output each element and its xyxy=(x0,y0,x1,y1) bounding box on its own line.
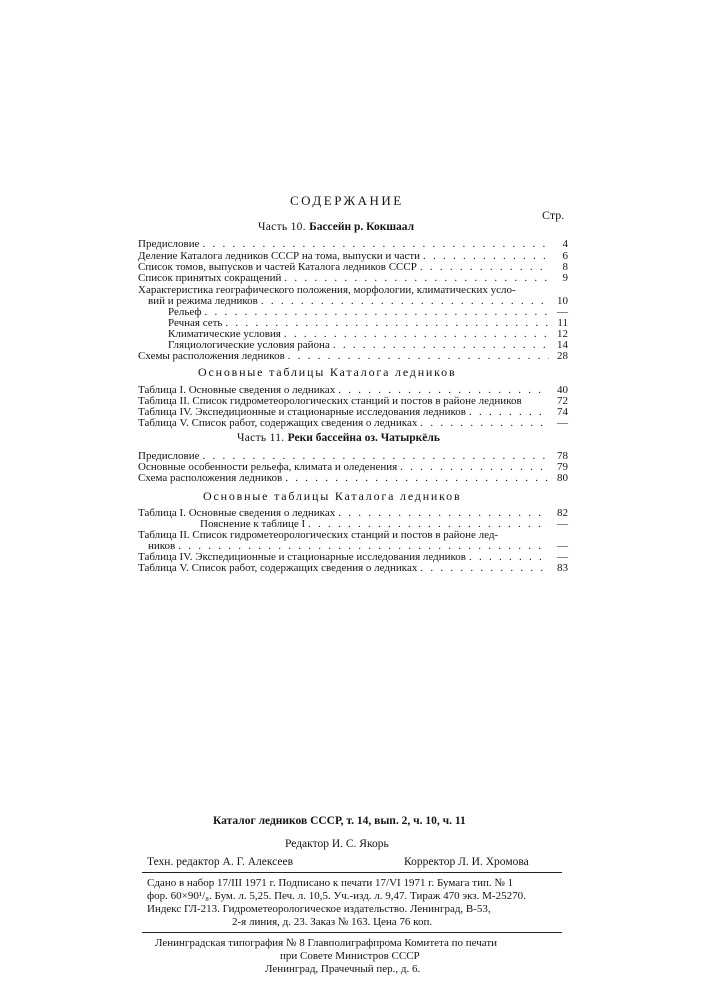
toc-entry-page: 78 xyxy=(557,450,568,462)
dot-leader xyxy=(285,472,549,484)
part10-name: Бассейн р. Кокшаал xyxy=(309,221,415,233)
toc-entry-title: Климатические условия xyxy=(168,328,281,340)
toc-entry-title: Основные особенности рельефа, климата и оледенения xyxy=(138,461,398,473)
toc-entry-title: Таблица I. Основные сведения о ледниках xyxy=(138,507,336,519)
dot-leader xyxy=(284,272,549,284)
toc-entry[interactable] xyxy=(138,272,568,284)
toc-entry-title: Предисловие xyxy=(138,450,200,462)
pub-line: фор. 60×90¹/₈. Бум. л. 5,25. Печ. л. 10,5. Уч.-изд. л. 9,47. Тираж 470 экз. М-25270. xyxy=(147,890,526,902)
toc-entry-page: 79 xyxy=(557,461,568,473)
toc-entry-title: Гляциологические условия района xyxy=(168,339,330,351)
printer-line: Ленинградская типография № 8 Главполиграфпрома Комитета по печати xyxy=(155,937,498,949)
dot-leader xyxy=(203,238,550,250)
toc-entry-title: Деление Каталога ледников СССР на тома, выпуски и части xyxy=(138,250,421,262)
toc-entry-title: Таблица V. Список работ, содержащих сведения о ледниках xyxy=(138,417,418,429)
part11-tables-heading: Основные таблицы Каталога ледников xyxy=(203,489,462,503)
toc-entry-title: Таблица IV. Экспедиционные и стационарные исследования ледников xyxy=(138,406,466,418)
toc-entry-title: Таблица IV. Экспедиционные и стационарные исследования ледников xyxy=(138,551,466,563)
toc-entry-title-line1: Характеристика географического положения, морфологии, климатических усло- xyxy=(138,284,516,296)
part10-tables-heading: Основные таблицы Каталога ледников xyxy=(198,365,457,379)
toc-entry-title: Рельеф xyxy=(168,306,202,318)
book-title: Каталог ледников СССР, т. 14, вып. 2, ч. 10, ч. 11 xyxy=(213,815,466,827)
part11-name: Реки бассейна оз. Чатыркёль xyxy=(287,432,440,444)
toc-entry[interactable] xyxy=(138,350,568,362)
part11-label: Часть 11. xyxy=(237,432,285,444)
toc-entry-page: — xyxy=(557,540,568,552)
divider xyxy=(142,872,562,873)
toc-entry-title: Список принятых сокращений xyxy=(138,272,282,284)
toc-entry-page: 6 xyxy=(562,250,568,262)
divider xyxy=(142,932,562,933)
toc-entry-page: 40 xyxy=(557,384,568,396)
toc-entry[interactable] xyxy=(138,238,568,250)
toc-entry-page: 4 xyxy=(562,238,568,250)
contents-title: СОДЕРЖАНИЕ xyxy=(290,193,404,208)
toc-entry-page: 80 xyxy=(557,472,568,484)
toc-entry-title: Таблица I. Основные сведения о ледниках xyxy=(138,384,336,396)
pub-line: Сдано в набор 17/III 1971 г. Подписано к печати 17/VI 1971 г. Бумага тип. № 1 xyxy=(147,877,514,889)
toc-entry-page: — xyxy=(557,551,568,563)
toc-entry-title: Схема расположения ледников xyxy=(138,472,283,484)
part11-heading xyxy=(237,432,440,444)
toc-entry-page: 74 xyxy=(557,406,568,418)
part10-label: Часть 10. xyxy=(258,221,306,233)
pub-line: 2-я линия, д. 23. Заказ № 163. Цена 76 коп. xyxy=(232,916,433,928)
toc-entry[interactable] xyxy=(138,472,568,484)
toc-entry-page: 11 xyxy=(557,317,568,329)
toc-entry[interactable] xyxy=(138,417,568,429)
toc-entry-page: 72 xyxy=(557,395,568,407)
pub-line: Индекс ГЛ-213. Гидрометеорологическое издательство. Ленинград, В-53, xyxy=(147,903,491,915)
toc-entry-title: Список томов, выпусков и частей Каталога ледников СССР xyxy=(138,261,417,273)
toc-entry-page: 12 xyxy=(557,328,568,340)
toc-entry-title: Пояснение к таблице I xyxy=(200,518,306,530)
toc-entry-page: 9 xyxy=(562,272,568,284)
toc-entry-page: — xyxy=(557,417,568,429)
part10-heading xyxy=(258,221,414,233)
toc-entry-page: 82 xyxy=(557,507,568,519)
printer-line: Ленинград, Прачечный пер., д. 6. xyxy=(265,963,421,975)
toc-entry-page: 28 xyxy=(557,350,568,362)
printer-line: при Совете Министров СССР xyxy=(280,950,420,962)
toc-entry-title: Таблица II. Список гидрометеорологических станций и постов в районе ледников xyxy=(138,395,522,407)
page-column-label: Стр. xyxy=(542,208,565,222)
corrector-credit: Корректор Л. И. Хромова xyxy=(404,856,529,868)
toc-entry-page: 8 xyxy=(562,261,568,273)
toc-entry-page: — xyxy=(557,306,568,318)
toc-entry[interactable] xyxy=(138,562,568,574)
toc-entry-title: ников xyxy=(148,540,176,552)
toc-entry-page: 83 xyxy=(557,562,568,574)
toc-entry-title: Таблица V. Список работ, содержащих сведения о ледниках xyxy=(138,562,418,574)
toc-entry-title: Речная сеть xyxy=(168,317,223,329)
toc-entry-page: — xyxy=(557,518,568,530)
toc-entry-page: 14 xyxy=(557,339,568,351)
dot-leader xyxy=(288,350,549,362)
toc-entry-title: Схемы расположения ледников xyxy=(138,350,285,362)
editor-credit: Редактор И. С. Якорь xyxy=(285,838,389,850)
toc-entry-title: вий и режима ледников xyxy=(148,295,258,307)
dot-leader xyxy=(420,417,549,429)
tech-editor-credit: Техн. редактор А. Г. Алексеев xyxy=(147,856,294,868)
toc-entry-title: Предисловие xyxy=(138,238,200,250)
toc-entry-title-line1: Таблица II. Список гидрометеорологических станций и постов в районе лед- xyxy=(138,529,499,541)
toc-entry-page: 10 xyxy=(557,295,568,307)
dot-leader xyxy=(420,562,549,574)
